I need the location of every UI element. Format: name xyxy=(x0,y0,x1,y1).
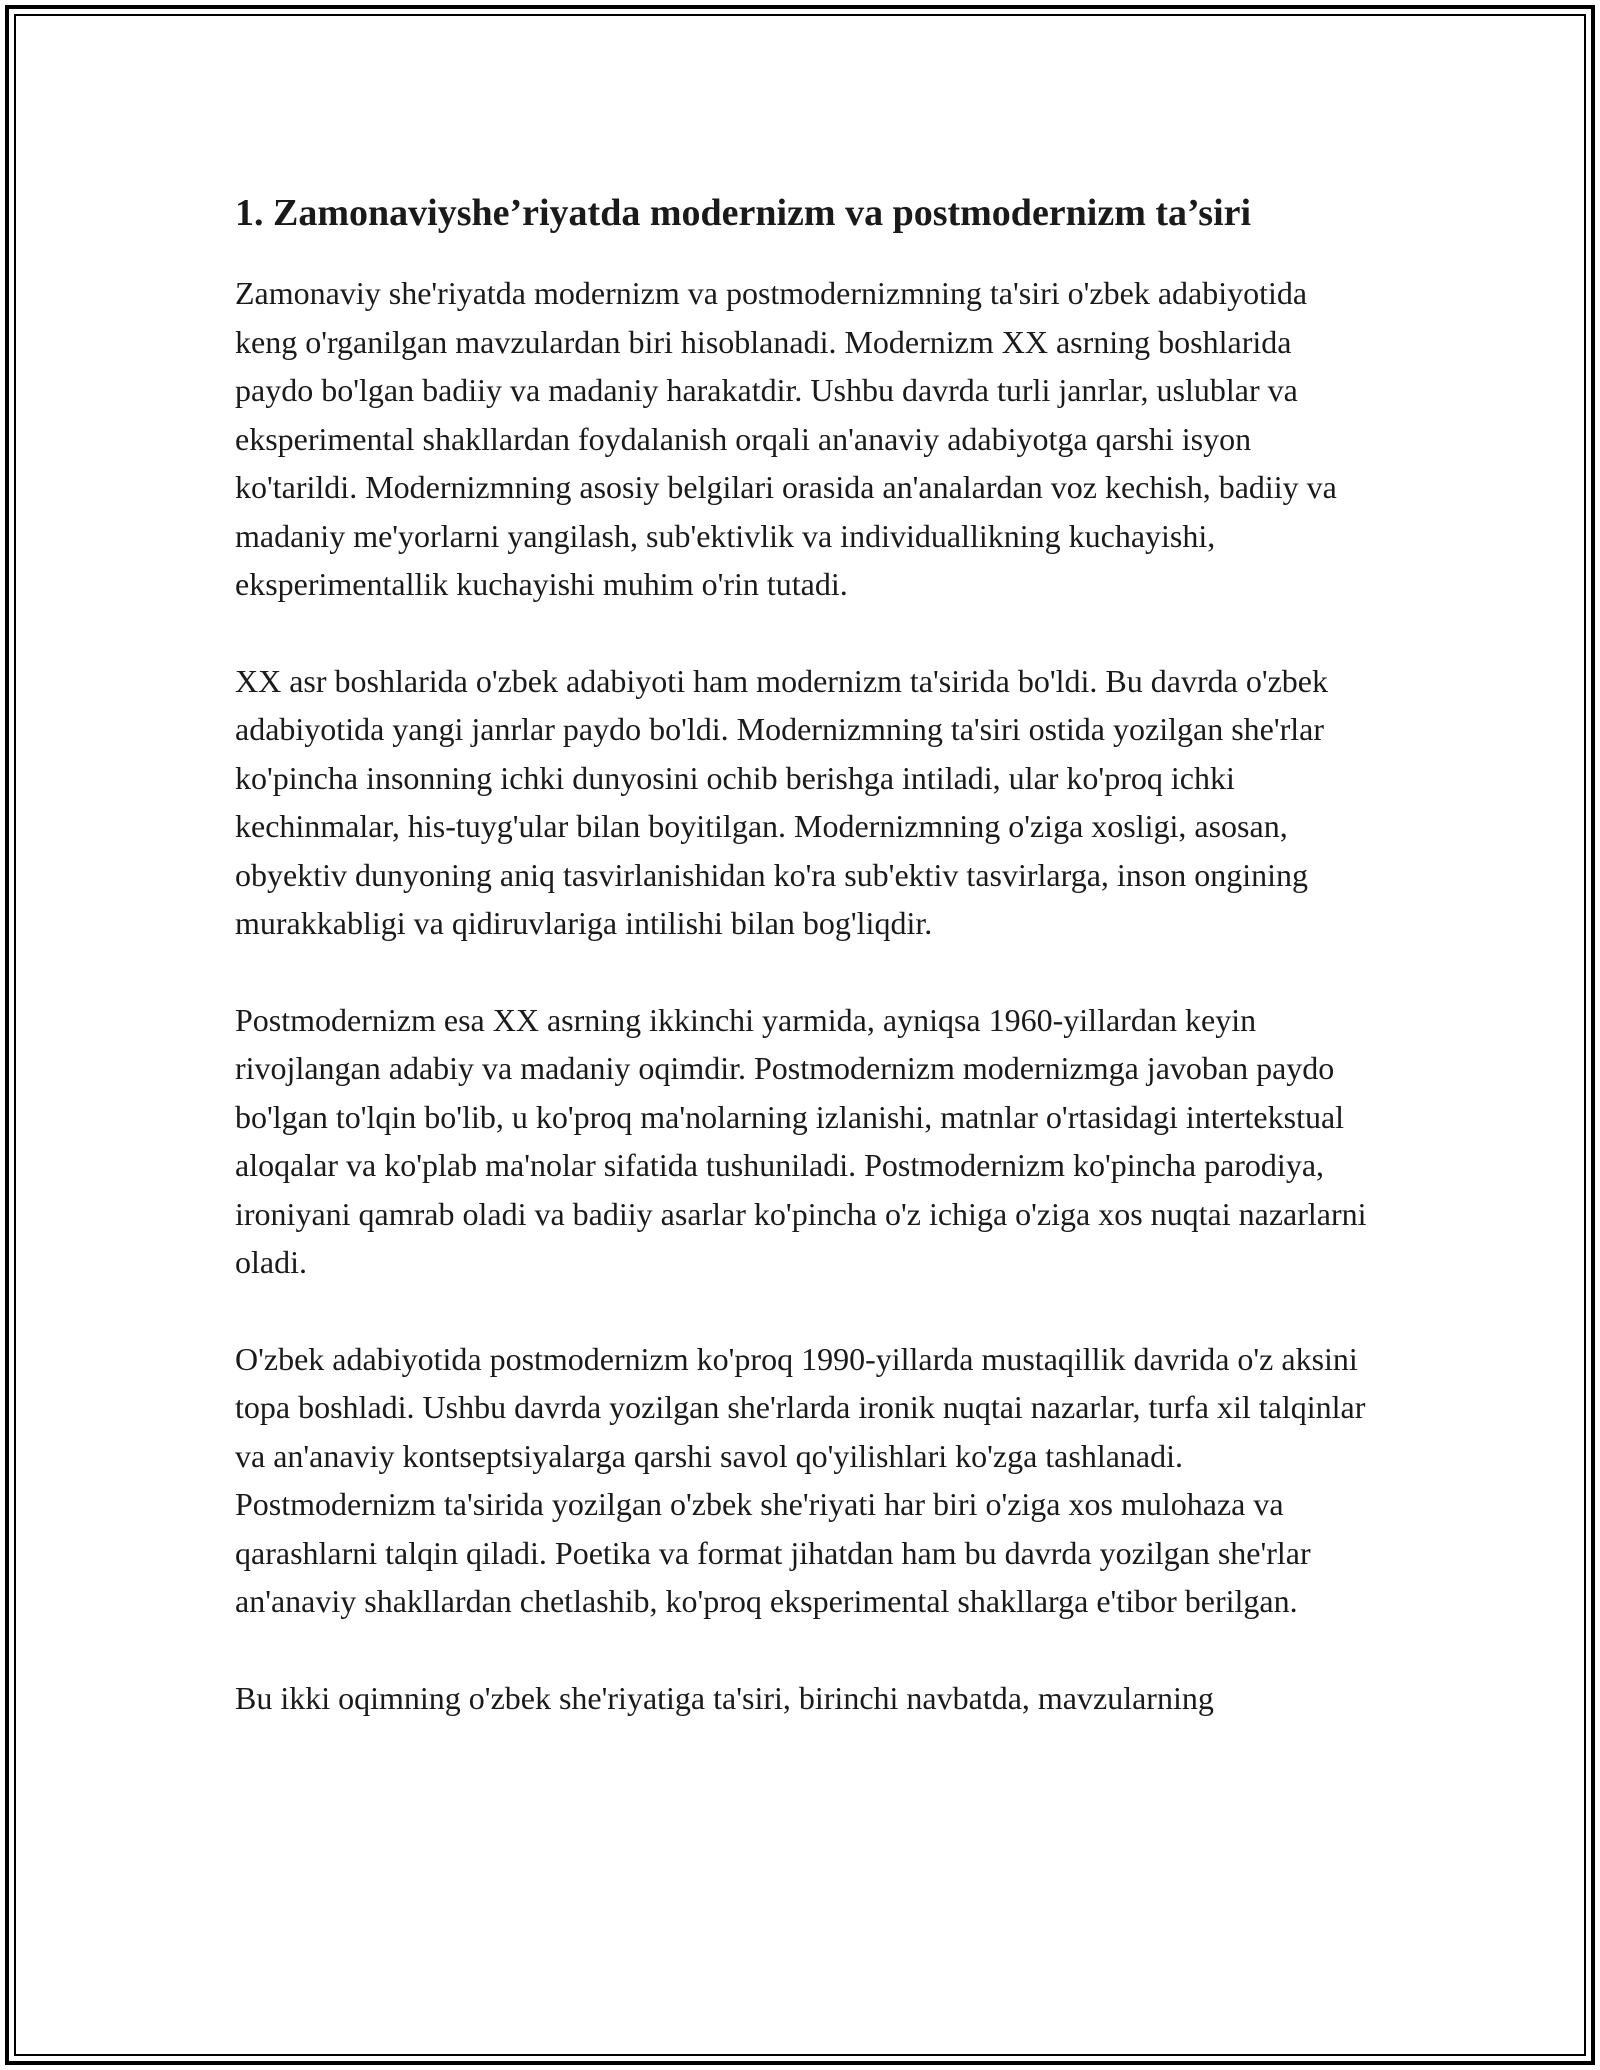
document-body xyxy=(235,187,1375,1722)
paragraph-4: O'zbek adabiyotida postmodernizm ko'proq 1990-yillarda mustaqillik davrida o'z aksini topa boshladi. Ushbu davrda yozilgan she'rlarda ironik nuqtai nazarlar, turfa xil talqinlar va an'anaviy kontseptsiyalarga qarshi savol qo'yilishlari ko'zga tashlanadi. Postmodernizm ta'sirida yozilgan o'zbek she'riyati har biri o'ziga xos mulohaza va qarashlarni talqin qiladi. Poetika va format jihatdan ham bu davrda yozilgan she'rlar an'anaviy shakllardan chetlashib, ko'proq eksperimental shakllarga e'tibor berilgan. xyxy=(235,1340,1366,1619)
paragraph-5: Bu ikki oqimning o'zbek she'riyatiga ta'siri, birinchi navbatda, mavzularning xyxy=(235,1679,1214,1716)
section-title: 1. Zamonaviyshe’riyatda modernizm va postmodernizm ta’siri xyxy=(235,192,1252,234)
paragraph-1: Zamonaviy she'riyatda modernizm va postmodernizmning ta'siri o'zbek adabiyotida keng o'rganilgan mavzulardan biri hisoblanadi. Modernizm XX asrning boshlarida paydo bo'lgan badiiy va madaniy harakatdir. Ushbu davrda turli janrlar, uslublar va eksperimental shakllardan foydalanish orqali an'anaviy adabiyotga qarshi isyon ko'tarildi. Modernizmning asosiy belgilari orasida an'analardan voz kechish, badiiy va madaniy me'yorlarni yangilash, sub'ektivlik va individuallikning kuchayishi, eksperimentallik kuchayishi muhim o'rin tutadi. xyxy=(235,275,1337,602)
paragraph-2: XX asr boshlarida o'zbek adabiyoti ham modernizm ta'sirida bo'ldi. Bu davrda o'zbek adabiyotida yangi janrlar paydo bo'ldi. Modernizmning ta'siri ostida yozilgan she'rlar ko'pincha insonning ichki dunyosini ochib berishga intiladi, ular ko'proq ichki kechinmalar, his-tuyg'ular bilan boyitilgan. Modernizmning o'ziga xosligi, asosan, obyektiv dunyoning aniq tasvirlanishidan ko'ra sub'ektiv tasvirlarga, inson ongining murakkabligi va qidiruvlariga intilishi bilan bog'liqdir. xyxy=(235,662,1328,941)
paragraph-3: Postmodernizm esa XX asrning ikkinchi yarmida, ayniqsa 1960-yillardan keyin rivojlangan adabiy va madaniy oqimdir. Postmodernizm modernizmga javoban paydo bo'lgan to'lqin bo'lib, u ko'proq ma'nolarning izlanishi, matnlar o'rtasidagi intertekstual aloqalar va ko'plab ma'nolar sifatida tushuniladi. Postmodernizm ko'pincha parodiya, ironiyani qamrab oladi va badiiy asarlar ko'pincha o'z ichiga o'ziga xos nuqtai nazarlarni oladi. xyxy=(235,1001,1367,1280)
